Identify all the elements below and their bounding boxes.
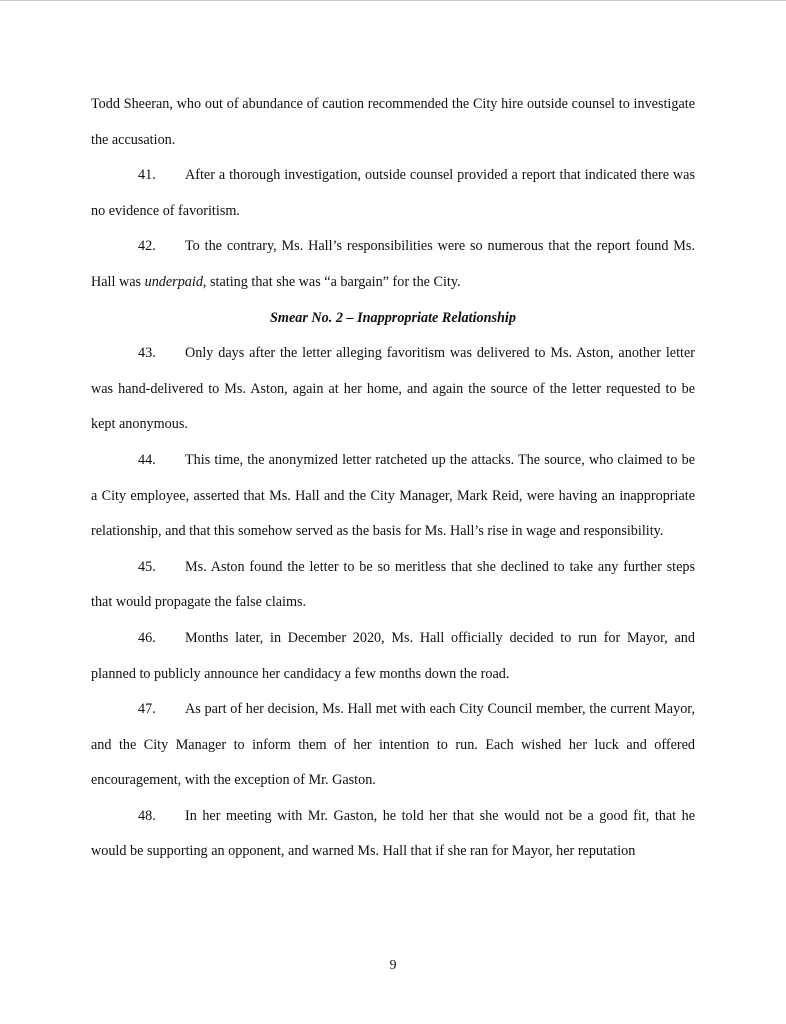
paragraph-text: Months later, in December 2020, Ms. Hall officially decided to run for Mayor, and planned to publicly announce her candidacy a few months down the road. (91, 629, 695, 682)
paragraph-number: 47. (138, 701, 156, 718)
paragraph-number: 48. (138, 807, 156, 824)
page-top-border (0, 0, 786, 1)
paragraph-number: 44. (138, 451, 156, 468)
emphasis-underpaid: underpaid (144, 273, 203, 290)
paragraph-41 (91, 158, 695, 229)
page-number: 9 (389, 958, 397, 973)
paragraph-text: Ms. Aston found the letter to be so meritless that she declined to take any further steps that would propagate the false claims. (91, 558, 695, 611)
paragraph-text: This time, the anonymized letter ratcheted up the attacks. The source, who claimed to be a City employee, asserted that Ms. Hall and the City Manager, Mark Reid, were having an inappropriate relationship, and that this somehow served as the basis for Ms. Hall’s rise in wage and responsibility. (91, 451, 695, 540)
paragraph-48 (91, 799, 695, 870)
paragraph-45 (91, 550, 695, 621)
paragraph-number: 41. (138, 167, 156, 184)
paragraph-46 (91, 621, 695, 692)
section-heading: Smear No. 2 – Inappropriate Relationship (270, 309, 516, 326)
paragraph-text: After a thorough investigation, outside counsel provided a report that indicated there was no evidence of favoritism. (91, 167, 695, 219)
paragraph-text: Only days after the letter alleging favoritism was delivered to Ms. Aston, another letter was hand-delivered to Ms. Aston, again at her home, and again the source of the letter requested to be kept anonymous. (91, 345, 695, 433)
paragraph-44 (91, 443, 695, 550)
paragraph-40-continued: Todd Sheeran, who out of abundance of caution recommended the City hire outside counsel to investigate the accusation. (91, 96, 695, 148)
paragraph-text-end: , stating that she was “a bargain” for the City. (202, 273, 461, 290)
paragraph-number: 43. (138, 345, 156, 362)
paragraph-text: To the contrary, Ms. Hall’s responsibilities were so numerous that the report found Ms. Hall was (91, 238, 695, 290)
document-body (91, 87, 695, 870)
paragraph-number: 45. (138, 558, 156, 575)
paragraph-text: As part of her decision, Ms. Hall met with each City Council member, the current Mayor, and the City Manager to inform them of her intention to run. Each wished her luck and offered encouragement, with the exception of Mr. Gaston. (91, 701, 695, 789)
paragraph-43 (91, 336, 695, 443)
paragraph-42 (91, 229, 695, 300)
paragraph-47 (91, 692, 695, 799)
paragraph-text: In her meeting with Mr. Gaston, he told her that she would not be a good fit, that he would be supporting an opponent, and warned Ms. Hall that if she ran for Mayor, her reputation (91, 807, 695, 860)
paragraph-number: 42. (138, 238, 156, 255)
paragraph-number: 46. (138, 629, 156, 646)
